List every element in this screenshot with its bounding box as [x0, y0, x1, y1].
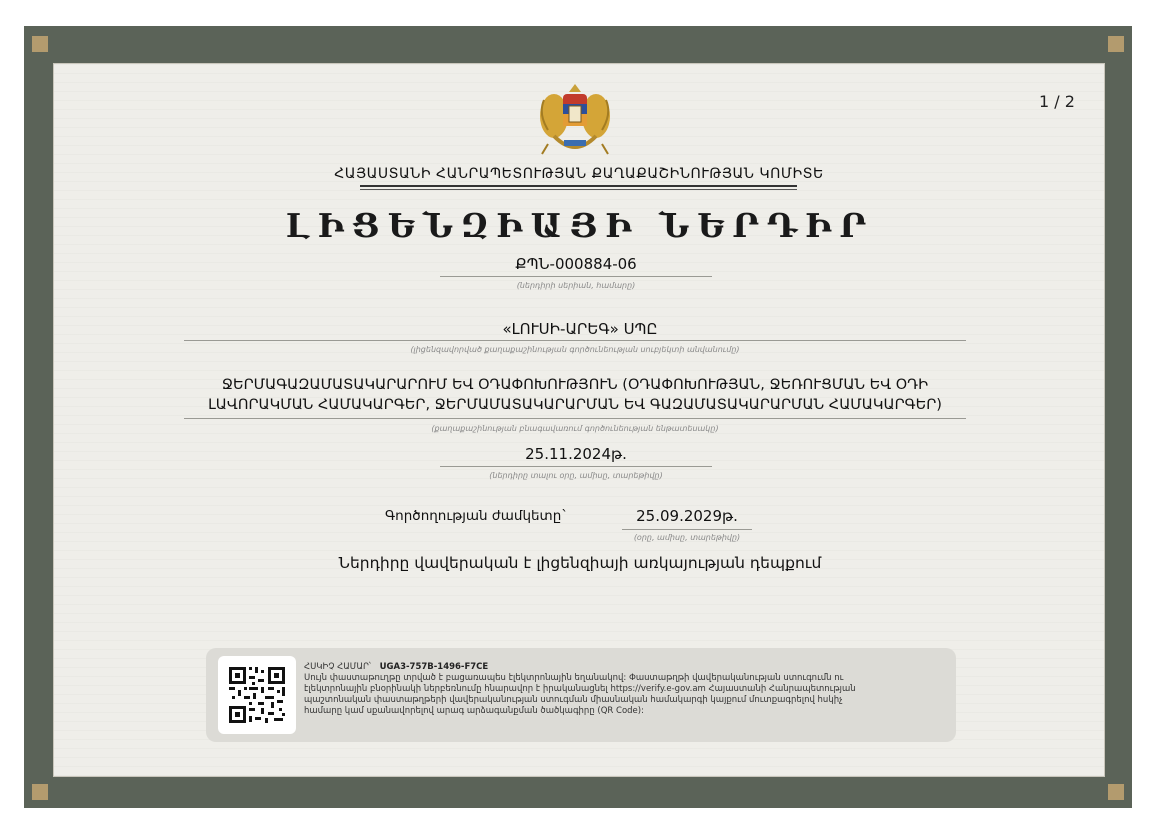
qr-code-icon: [218, 656, 296, 734]
licensee-rule: [184, 340, 966, 341]
frame-corner: [32, 784, 48, 800]
ministry-name: ՀԱՅԱՍՏԱՆԻ ՀԱՆՐԱՊԵՏՈՒԹՅԱՆ ՔԱՂԱՔԱՇԻՆՈՒԹՅԱՆ ԿՈՄԻՏԵ: [334, 166, 824, 182]
insert-number: ՔՊՆ-000884-06: [515, 255, 637, 273]
activity-line: ՋԵՐՄԱԳԱԶԱՄԱՏԱԿԱՐԱՐՈՒՄ ԵՎ ՕԴԱՓՈԽՈՒԹՅՈՒՆ (ՕԴԱՓՈԽՈՒԹՅԱՆ, ՋԵՌՈՒՑՄԱՆ ԵՎ ՕԴԻ: [221, 377, 929, 393]
frame-corner: [1108, 784, 1124, 800]
coat-of-arms-emblem: [534, 80, 616, 158]
verification-code: UGA3-757B-1496-F7CE: [379, 662, 489, 672]
issue-date-rule: [440, 466, 712, 467]
issue-date-caption: (ներդիրը տալու օրը, ամիսը, տարեթիվը): [489, 471, 663, 480]
frame-corner: [1108, 36, 1124, 52]
ministry-underline: [360, 189, 797, 190]
validity-date: 25.09.2029թ.: [636, 507, 738, 525]
verification-text: [304, 662, 944, 717]
page-number: 1 / 2: [1039, 92, 1075, 111]
verification-box: [206, 648, 956, 742]
activity-rule: [184, 418, 966, 419]
verification-line: Սույն փաստաթուղթը տրված է բացառապես էլեկտրոնային եղանակով: Փաստաթղթի վավերականության ստուգումն ու: [304, 673, 844, 683]
verification-code-row: [304, 662, 944, 673]
insert-number-caption: (ներդիրի սերիան, համարը): [516, 281, 636, 290]
licensee-name: «ԼՈՒՍԻ-ԱՐԵԳ» ՍՊԸ: [502, 320, 658, 338]
activity-line: ԼԱՎՈՐԱԿՄԱՆ ՀԱՄԱԿԱՐԳԵՐ, ՋԵՐՄԱՄԱՏԱԿԱՐԱՐՄԱՆ ԵՎ ԳԱԶԱՄԱՏԱԿԱՐԱՐՄԱՆ ՀԱՄԱԿԱՐԳԵՐ): [208, 397, 942, 413]
verification-line: էլեկտրոնային բնօրինակի ներբեռնումը հնարավոր է իրականացնել https://verify.e-gov.am Հայաստանի Հանրապետության: [304, 684, 856, 694]
verification-line: համարը կամ սքանավորելով արագ արձագանքման ծածկագիրը (QR Code):: [304, 706, 644, 716]
ministry-underline: [360, 185, 797, 187]
verification-line: պաշտոնական փաստաթղթերի վավերականության ստուգման միասնական համակարգի կայքում մուտքագրելով հսկիչ: [304, 695, 843, 705]
activity-caption: (քաղաքաշինության բնագավառում գործունեության ենթատեսակը): [431, 424, 719, 433]
issue-date: 25.11.2024թ.: [525, 445, 627, 463]
validity-label: Գործողության ժամկետը`: [385, 508, 569, 524]
insert-number-rule: [440, 276, 712, 277]
validity-caption: (օրը, ամիսը, տարեթիվը): [633, 533, 741, 542]
qr-code-tile: [218, 656, 296, 734]
validity-statement: Ներդիրը վավերական է լիցենզիայի առկայության դեպքում: [338, 554, 822, 572]
validity-rule: [622, 529, 752, 530]
document-title: ԼԻՑԵՆԶԻԱՅԻ ՆԵՐԴԻՐ: [285, 206, 875, 245]
licensee-caption: (լիցենզավորված քաղաքաշինության գործունեության սուբյեկտի անվանումը): [410, 345, 740, 354]
frame-corner: [32, 36, 48, 52]
verification-code-label: ՀՍԿԻՉ ՀԱՄԱՐ՝: [304, 662, 371, 672]
